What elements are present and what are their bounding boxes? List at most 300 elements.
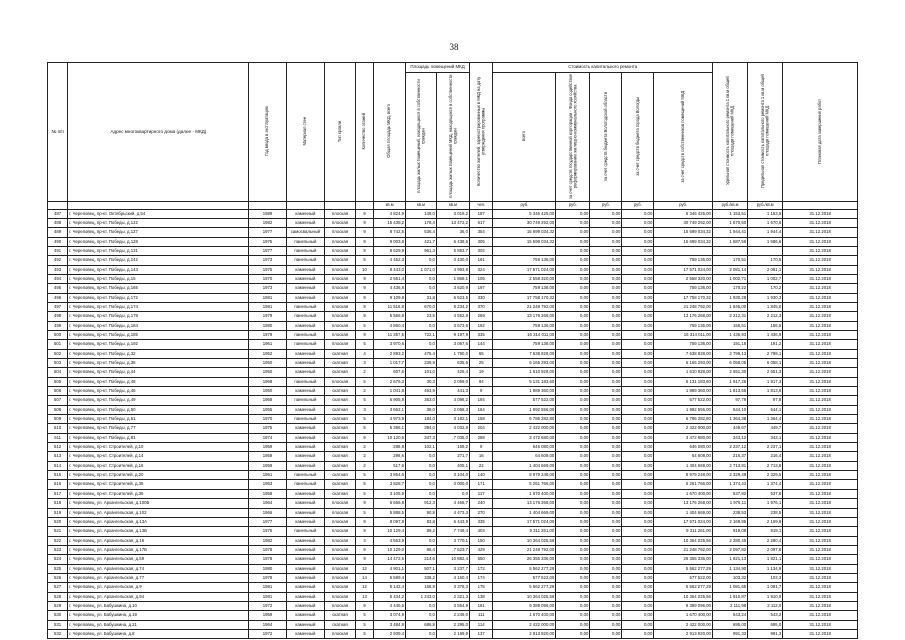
cell-floors: 5 xyxy=(355,620,373,629)
cell-cost-fund: 0,00 xyxy=(556,433,590,442)
cell-cost-owners: 2 558 320,00 xyxy=(654,274,713,283)
cell-cost-region: 0,00 xyxy=(590,321,622,330)
cell-cost-city: 0,00 xyxy=(622,256,654,265)
cell-cost-region: 0,00 xyxy=(590,349,622,358)
cell-residents: 187 xyxy=(470,209,493,218)
cell-cost-total: 2 422 000,00 xyxy=(493,620,556,629)
cell-year: 1975 xyxy=(249,237,286,246)
cell-material: каменный xyxy=(286,368,324,377)
table-row xyxy=(48,209,858,218)
cell-cost-owners: 10 364 025,56 xyxy=(654,592,713,601)
table-row xyxy=(48,265,858,274)
cell-planned-date: 31.12.2018 xyxy=(783,629,858,638)
cell-unit-cost: 6 058,05 xyxy=(712,359,747,368)
cell-area-residential: 101,0 xyxy=(406,368,437,377)
cell-area-nonresidential: 6 523,5 xyxy=(436,293,469,302)
cell-cost-region: 0,00 xyxy=(590,480,622,489)
cell-year: 1978 xyxy=(249,573,286,582)
cell-total-area: 3 854,6 xyxy=(374,471,406,480)
cell-cost-region: 0,00 xyxy=(590,499,622,508)
cell-area-residential: 184,0 xyxy=(406,415,437,424)
cell-planned-date: 31.12.2018 xyxy=(783,527,858,536)
cell-cost-region: 0,00 xyxy=(590,517,622,526)
cell-area-residential: 338,2 xyxy=(406,573,437,582)
table-row xyxy=(48,284,858,293)
cell-residents: 144 xyxy=(470,340,493,349)
cell-area-residential: 168,9 xyxy=(406,583,437,592)
cell-cost-city: 0,00 xyxy=(622,284,654,293)
cell-area-nonresidential: 4 160,4 xyxy=(436,573,469,582)
cell-limit-cost: 2 097,8 xyxy=(748,545,783,554)
cell-material: каменный xyxy=(286,274,324,283)
cell-address: г. Череповец, ул. Архангельская, д.74 xyxy=(68,564,249,573)
cell-cost-owners: 759 136,00 xyxy=(654,321,713,330)
cell-cost-city: 0,00 xyxy=(622,583,654,592)
cell-floors: 2 xyxy=(355,461,373,470)
table-row xyxy=(48,611,858,620)
table-row xyxy=(48,499,858,508)
cell-cost-city: 0,00 xyxy=(622,330,654,339)
cell-limit-cost: 97,8 xyxy=(748,396,783,405)
cell-area-nonresidential: 2 249,0 xyxy=(436,611,469,620)
cell-residents: 335 xyxy=(470,330,493,339)
cell-planned-date: 31.12.2018 xyxy=(783,489,858,498)
cell-cost-fund: 0,00 xyxy=(556,611,590,620)
cell-planned-date: 31.12.2018 xyxy=(783,265,858,274)
cell-roof-type: скатная xyxy=(325,452,356,461)
cell-total-area: 2 893,2 xyxy=(374,349,406,358)
cell-year: 1975 xyxy=(249,265,286,274)
header-year: Год ввода в эксплуатацию xyxy=(249,63,286,202)
cell-planned-date: 31.12.2018 xyxy=(783,601,858,610)
cell-area-residential: 0,0 xyxy=(406,536,437,545)
cell-area-nonresidential: 6 438,6 xyxy=(436,237,469,246)
cell-total-area: 5 386,1 xyxy=(374,424,406,433)
cell-cost-city: 0,00 xyxy=(622,405,654,414)
cell-year: 1979 xyxy=(249,330,286,339)
cell-material: панельный xyxy=(286,471,324,480)
cell-area-residential: 0,0 xyxy=(406,611,437,620)
cell-cost-fund: 0,00 xyxy=(556,330,590,339)
cell-cost-city: 0,00 xyxy=(622,218,654,227)
cell-residents: 105 xyxy=(470,274,493,283)
cell-area-residential: 0,0 xyxy=(406,461,437,470)
cell-cost-owners: 5 562 277,29 xyxy=(654,583,713,592)
cell-cost-total: 17 758 170,32 xyxy=(493,293,556,302)
cell-cost-fund: 0,00 xyxy=(556,237,590,246)
cell-area-nonresidential: 2 295,0 xyxy=(436,620,469,629)
cell-cost-city: 0,00 xyxy=(622,228,654,237)
header-roof: Тип кровли xyxy=(325,63,356,202)
cell-unit-cost xyxy=(712,246,747,255)
cell-area-residential: 536,4 xyxy=(406,228,437,237)
cell-address: г. Череповец, пр-кт. Победы, д.51 xyxy=(68,415,249,424)
cell-unit-cost: 1 976,11 xyxy=(712,499,747,508)
cell-unit-cost: 1 813,55 xyxy=(712,387,747,396)
cell-material: панельный xyxy=(286,330,324,339)
table-row xyxy=(48,256,858,265)
cell-address: г. Череповец, пр-кт. Победы, д.127 xyxy=(68,228,249,237)
cell-total-area: 10 120,6 xyxy=(374,433,406,442)
table-header xyxy=(48,63,858,210)
cell-limit-cost: 1 944,4 xyxy=(748,228,783,237)
header-total-area: Общая площадь МКД, всего xyxy=(374,63,406,202)
cell-address: г. Череповец, ул. Архангельская, д.59 xyxy=(68,555,249,564)
cell-cost-total: 30 749 292,00 xyxy=(493,218,556,227)
cell-address: г. Череповец, пр-кт. Победы, д.165 xyxy=(68,284,249,293)
cell-cost-owners: 2 422 000,00 xyxy=(654,424,713,433)
cell-row-number: 516 xyxy=(48,480,68,489)
cell-cost-region: 0,00 xyxy=(590,527,622,536)
cell-residents: 65 xyxy=(470,349,493,358)
cell-year: 1981 xyxy=(249,302,286,311)
cell-roof-type: скатная xyxy=(325,424,356,433)
cell-row-number: 506 xyxy=(48,387,68,396)
cell-planned-date: 31.12.2018 xyxy=(783,312,858,321)
table-row xyxy=(48,349,858,358)
cell-year: 1979 xyxy=(249,312,286,321)
cell-cost-owners: 21 248 792,00 xyxy=(654,545,713,554)
cell-cost-fund: 0,00 xyxy=(556,415,590,424)
cell-address: г. Череповец, ул. Бабушкина, д.21 xyxy=(68,620,249,629)
cell-row-number: 519 xyxy=(48,508,68,517)
cell-year: 1950 xyxy=(249,359,286,368)
cell-material: каменный xyxy=(286,452,324,461)
cell-year: 1970 xyxy=(249,274,286,283)
cell-roof-type: скатная xyxy=(325,471,356,480)
cell-floors: 5 xyxy=(355,396,373,405)
cell-row-number: 488 xyxy=(48,218,68,227)
cell-address: г. Череповец, пр-кт. Победы, д.38 xyxy=(68,359,249,368)
cell-year: 1952 xyxy=(249,349,286,358)
cell-area-residential: 90,8 xyxy=(406,508,437,517)
cell-area-residential: 31,8 xyxy=(406,293,437,302)
cell-address: г. Череповец, пр-кт. Победы, д.49 xyxy=(68,396,249,405)
cell-material: каменный xyxy=(286,573,324,582)
cell-residents: 114 xyxy=(470,620,493,629)
cell-year: 1974 xyxy=(249,433,286,442)
cell-area-nonresidential: 8 234,2 xyxy=(436,302,469,311)
cell-area-residential: 1 243,0 xyxy=(406,592,437,601)
table-row xyxy=(48,293,858,302)
cell-limit-cost: 1 917,3 xyxy=(748,377,783,386)
cell-cost-owners: 5 346 425,00 xyxy=(654,209,713,218)
table-row xyxy=(48,415,858,424)
cell-address: г. Череповец, пр-кт. Победы, д.172 xyxy=(68,293,249,302)
cell-address: г. Череповец, пр-кт. Строителей, д.20 xyxy=(68,471,249,480)
cell-cost-fund: 0,00 xyxy=(556,256,590,265)
cell-material: каменный xyxy=(286,555,324,564)
cell-cost-region: 0,00 xyxy=(590,471,622,480)
cell-year: 1973 xyxy=(249,284,286,293)
cell-row-number: 511 xyxy=(48,433,68,442)
cell-floors: 9 xyxy=(355,209,373,218)
cell-cost-total: 1 670 400,00 xyxy=(493,611,556,620)
cell-cost-total: 8 979 248,00 xyxy=(493,471,556,480)
cell-area-nonresidential: 3 019,2 xyxy=(436,209,469,218)
cell-planned-date: 31.12.2018 xyxy=(783,228,858,237)
cell-area-nonresidential: 4 552,8 xyxy=(436,312,469,321)
cell-cost-city: 0,00 xyxy=(622,433,654,442)
cell-planned-date: 31.12.2018 xyxy=(783,340,858,349)
cell-cost-owners: 10 364 025,56 xyxy=(654,536,713,545)
cell-cost-city: 0,00 xyxy=(622,508,654,517)
cell-cost-owners: 15 699 034,32 xyxy=(654,237,713,246)
cell-roof-type: скатная xyxy=(325,368,356,377)
cell-address: г. Череповец, пр-кт. Строителей, д.36 xyxy=(68,489,249,498)
cell-cost-fund: 0,00 xyxy=(556,461,590,470)
cell-row-number: 517 xyxy=(48,489,68,498)
cell-address: г. Череповец, ул. Архангельская, д.100Б xyxy=(68,499,249,508)
cell-residents: 204 xyxy=(470,424,493,433)
cell-unit-cost: 216,37 xyxy=(712,452,747,461)
cell-year: 1966 xyxy=(249,508,286,517)
cell-limit-cost: 6 058,1 xyxy=(748,359,783,368)
cell-cost-owners: 5 261 766,00 xyxy=(654,480,713,489)
cell-floors: 12 xyxy=(355,564,373,573)
cell-area-nonresidential: 426,4 xyxy=(436,368,469,377)
cell-total-area: 4 445,6 xyxy=(374,601,406,610)
cell-planned-date: 31.12.2018 xyxy=(783,443,858,452)
cell-row-number: 522 xyxy=(48,536,68,545)
cell-roof-type: плоская xyxy=(325,527,356,536)
cell-cost-city: 0,00 xyxy=(622,499,654,508)
table-row xyxy=(48,312,858,321)
cell-row-number: 530 xyxy=(48,611,68,620)
table-row xyxy=(48,592,858,601)
cell-year: 1972 xyxy=(249,629,286,638)
cell-cost-city: 0,00 xyxy=(622,265,654,274)
cell-area-residential: 239,9 xyxy=(406,359,437,368)
cell-roof-type: плоская xyxy=(325,256,356,265)
cell-area-residential: 394,0 xyxy=(406,424,437,433)
cell-material: каменный xyxy=(286,508,324,517)
cell-floors: 5 xyxy=(355,377,373,386)
cell-area-nonresidential: 36,0 xyxy=(436,228,469,237)
cell-address: г. Череповец, ул. Бабушкина, д.10 xyxy=(68,601,249,610)
cell-address: г. Череповец, ул. Архангельская, д.16 xyxy=(68,536,249,545)
cell-limit-cost: 2 651,3 xyxy=(748,368,783,377)
cell-residents: 288 xyxy=(470,433,493,442)
cell-unit-cost: 97,79 xyxy=(712,396,747,405)
cell-total-area: 8 629,9 xyxy=(374,246,406,255)
cell-year: 1959 xyxy=(249,443,286,452)
cell-total-area: 3 074,9 xyxy=(374,611,406,620)
cell-roof-type: плоская xyxy=(325,209,356,218)
cell-cost-fund: 0,00 xyxy=(556,620,590,629)
cell-cost-fund: 0,00 xyxy=(556,349,590,358)
cell-total-area: 4 860,4 xyxy=(374,321,406,330)
cell-total-area: 11 516,8 xyxy=(374,302,406,311)
cell-row-number: 507 xyxy=(48,396,68,405)
cell-material: каменный xyxy=(286,499,324,508)
cell-residents: 335 xyxy=(470,517,493,526)
cell-planned-date: 31.12.2018 xyxy=(783,461,858,470)
cell-cost-city: 0,00 xyxy=(622,461,654,470)
cell-row-number: 529 xyxy=(48,601,68,610)
cell-total-area: 5 589,4 xyxy=(374,573,406,582)
cell-residents: 9 xyxy=(470,443,493,452)
cell-limit-cost: 170,2 xyxy=(748,284,783,293)
cell-cost-total xyxy=(493,246,556,255)
cell-unit-cost: 2 169,85 xyxy=(712,517,747,526)
cell-cost-fund: 0,00 xyxy=(556,302,590,311)
cell-cost-owners: 30 749 292,00 xyxy=(654,218,713,227)
cell-cost-city: 0,00 xyxy=(622,396,654,405)
cell-planned-date: 31.12.2018 xyxy=(783,480,858,489)
cell-roof-type: плоская xyxy=(325,321,356,330)
cell-cost-owners: 1 889 360,00 xyxy=(654,387,713,396)
cell-roof-type: плоская xyxy=(325,536,356,545)
cell-year: 1978 xyxy=(249,545,286,554)
cell-roof-type: плоская xyxy=(325,246,356,255)
cell-roof-type: плоская xyxy=(325,592,356,601)
cell-cost-region: 0,00 xyxy=(590,218,622,227)
cell-floors: 3 xyxy=(355,405,373,414)
cell-area-residential: 1 071,0 xyxy=(406,265,437,274)
cell-floors: 5 xyxy=(355,489,373,498)
cell-area-residential: 0,0 xyxy=(406,629,437,638)
cell-cost-region: 0,00 xyxy=(590,433,622,442)
cell-total-area: 4 553,9 xyxy=(374,536,406,545)
cell-cost-city: 0,00 xyxy=(622,293,654,302)
cell-unit-cost: 2 212,31 xyxy=(712,312,747,321)
cell-cost-owners: 2 913 920,00 xyxy=(654,629,713,638)
cell-row-number: 513 xyxy=(48,452,68,461)
cell-limit-cost: 544,1 xyxy=(748,405,783,414)
table-row xyxy=(48,489,858,498)
cell-cost-fund: 0,00 xyxy=(556,246,590,255)
cell-total-area: 8 742,5 xyxy=(374,228,406,237)
cell-total-area: 298,6 xyxy=(374,452,406,461)
cell-area-nonresidential: 13 472,2 xyxy=(436,218,469,227)
cell-planned-date: 31.12.2018 xyxy=(783,359,858,368)
cell-floors: 9 xyxy=(355,499,373,508)
cell-total-area: 5 905,9 xyxy=(374,396,406,405)
cell-cost-fund: 0,00 xyxy=(556,293,590,302)
cell-residents: 330 xyxy=(470,293,493,302)
table-row xyxy=(48,330,858,339)
cell-floors: 9 xyxy=(355,312,373,321)
cell-cost-fund: 0,00 xyxy=(556,536,590,545)
cell-cost-total: 15 699 034,32 xyxy=(493,237,556,246)
cell-material: панельный xyxy=(286,302,324,311)
cell-material: каменный xyxy=(286,209,324,218)
cell-year: 1973 xyxy=(249,256,286,265)
cell-row-number: 490 xyxy=(48,237,68,246)
cell-area-residential: 0,0 xyxy=(406,601,437,610)
cell-year: 1982 xyxy=(249,218,286,227)
cell-floors: 9 xyxy=(355,302,373,311)
cell-material: каменный xyxy=(286,517,324,526)
cell-area-residential: 39,0 xyxy=(406,405,437,414)
cell-cost-city: 0,00 xyxy=(622,564,654,573)
cell-cost-owners: 2 422 000,00 xyxy=(654,620,713,629)
cell-unit-cost: 1 670,60 xyxy=(712,218,747,227)
cell-roof-type: плоская xyxy=(325,601,356,610)
cell-area-residential: 421,7 xyxy=(406,237,437,246)
cell-area-residential: 347,3 xyxy=(406,433,437,442)
cell-floors: 5 xyxy=(355,611,373,620)
cell-cost-city: 0,00 xyxy=(622,424,654,433)
table-row xyxy=(48,508,858,517)
cell-residents: 25 xyxy=(470,359,493,368)
cell-address: г. Череповец, ул. Архангельская, д.13А xyxy=(68,517,249,526)
cell-material: панельный xyxy=(286,340,324,349)
cell-row-number: 532 xyxy=(48,629,68,638)
cell-cost-city: 0,00 xyxy=(622,517,654,526)
cell-cost-city: 0,00 xyxy=(622,573,654,582)
cell-year: 1989 xyxy=(249,209,286,218)
cell-area-residential: 722,1 xyxy=(406,330,437,339)
cell-area-residential: 178,4 xyxy=(406,218,437,227)
cell-total-area: 15 438,2 xyxy=(374,218,406,227)
cell-floors: 4 xyxy=(355,536,373,545)
cell-limit-cost: 1 845,0 xyxy=(748,302,783,311)
cell-total-area: 4 452,3 xyxy=(374,256,406,265)
cell-floors: 9 xyxy=(355,527,373,536)
cell-planned-date: 31.12.2018 xyxy=(783,583,858,592)
cell-floors: 9 xyxy=(355,274,373,283)
table-row xyxy=(48,461,858,470)
cell-unit-cost: 2 280,45 xyxy=(712,536,747,545)
table-row xyxy=(48,555,858,564)
header-residents: Количество жителей, зарегистрированных в МКД на дату утверждения программы xyxy=(470,63,493,202)
cell-cost-city: 0,00 xyxy=(622,368,654,377)
cell-total-area: 2 676,3 xyxy=(374,377,406,386)
cell-cost-total: 9 311 261,00 xyxy=(493,527,556,536)
cell-planned-date: 31.12.2018 xyxy=(783,424,858,433)
cell-cost-owners: 5 562 277,29 xyxy=(654,564,713,573)
cell-cost-total: 5 261 766,00 xyxy=(493,480,556,489)
cell-year: 1981 xyxy=(249,293,286,302)
cell-cost-city: 0,00 xyxy=(622,415,654,424)
cell-cost-city: 0,00 xyxy=(622,387,654,396)
cell-planned-date: 31.12.2018 xyxy=(783,387,858,396)
cell-unit-cost: 1 134,90 xyxy=(712,564,747,573)
cell-cost-fund: 0,00 xyxy=(556,601,590,610)
cell-total-area: 5 566,8 xyxy=(374,312,406,321)
cell-cost-total: 5 346 425,00 xyxy=(493,209,556,218)
cell-cost-city: 0,00 xyxy=(622,246,654,255)
cell-area-residential: 0,0 xyxy=(406,340,437,349)
cell-limit-cost: 2 329,5 xyxy=(748,471,783,480)
cell-row-number: 509 xyxy=(48,415,68,424)
cell-material: каменный xyxy=(286,611,324,620)
cell-row-number: 487 xyxy=(48,209,68,218)
header-area-nonresidential: площадь жилых помещений МКД, находящихся в собственности граждан xyxy=(436,73,469,202)
cell-cost-region: 0,00 xyxy=(590,620,622,629)
cell-cost-region: 0,00 xyxy=(590,415,622,424)
cell-unit-cost: 2 097,82 xyxy=(712,545,747,554)
cell-area-nonresidential: 3 620,9 xyxy=(436,284,469,293)
cell-area-nonresidential: 2 169,9 xyxy=(436,629,469,638)
cell-area-nonresidential: 7 035,0 xyxy=(436,433,469,442)
cell-cost-owners: 577 522,00 xyxy=(654,573,713,582)
cell-unit-cost: 238,53 xyxy=(712,508,747,517)
cell-cost-region: 0,00 xyxy=(590,368,622,377)
cell-area-residential: 961,3 xyxy=(406,246,437,255)
cell-cost-owners xyxy=(654,246,713,255)
cell-cost-region: 0,00 xyxy=(590,284,622,293)
cell-material: каменный xyxy=(286,405,324,414)
cell-residents: 171 xyxy=(470,480,493,489)
cell-cost-region: 0,00 xyxy=(590,312,622,321)
cell-address: г. Череповец, пр-кт. Победы, д.192 xyxy=(68,340,249,349)
cell-floors: 2 xyxy=(355,443,373,452)
cell-area-nonresidential: 7 749,4 xyxy=(436,527,469,536)
cell-material: каменный xyxy=(286,387,324,396)
